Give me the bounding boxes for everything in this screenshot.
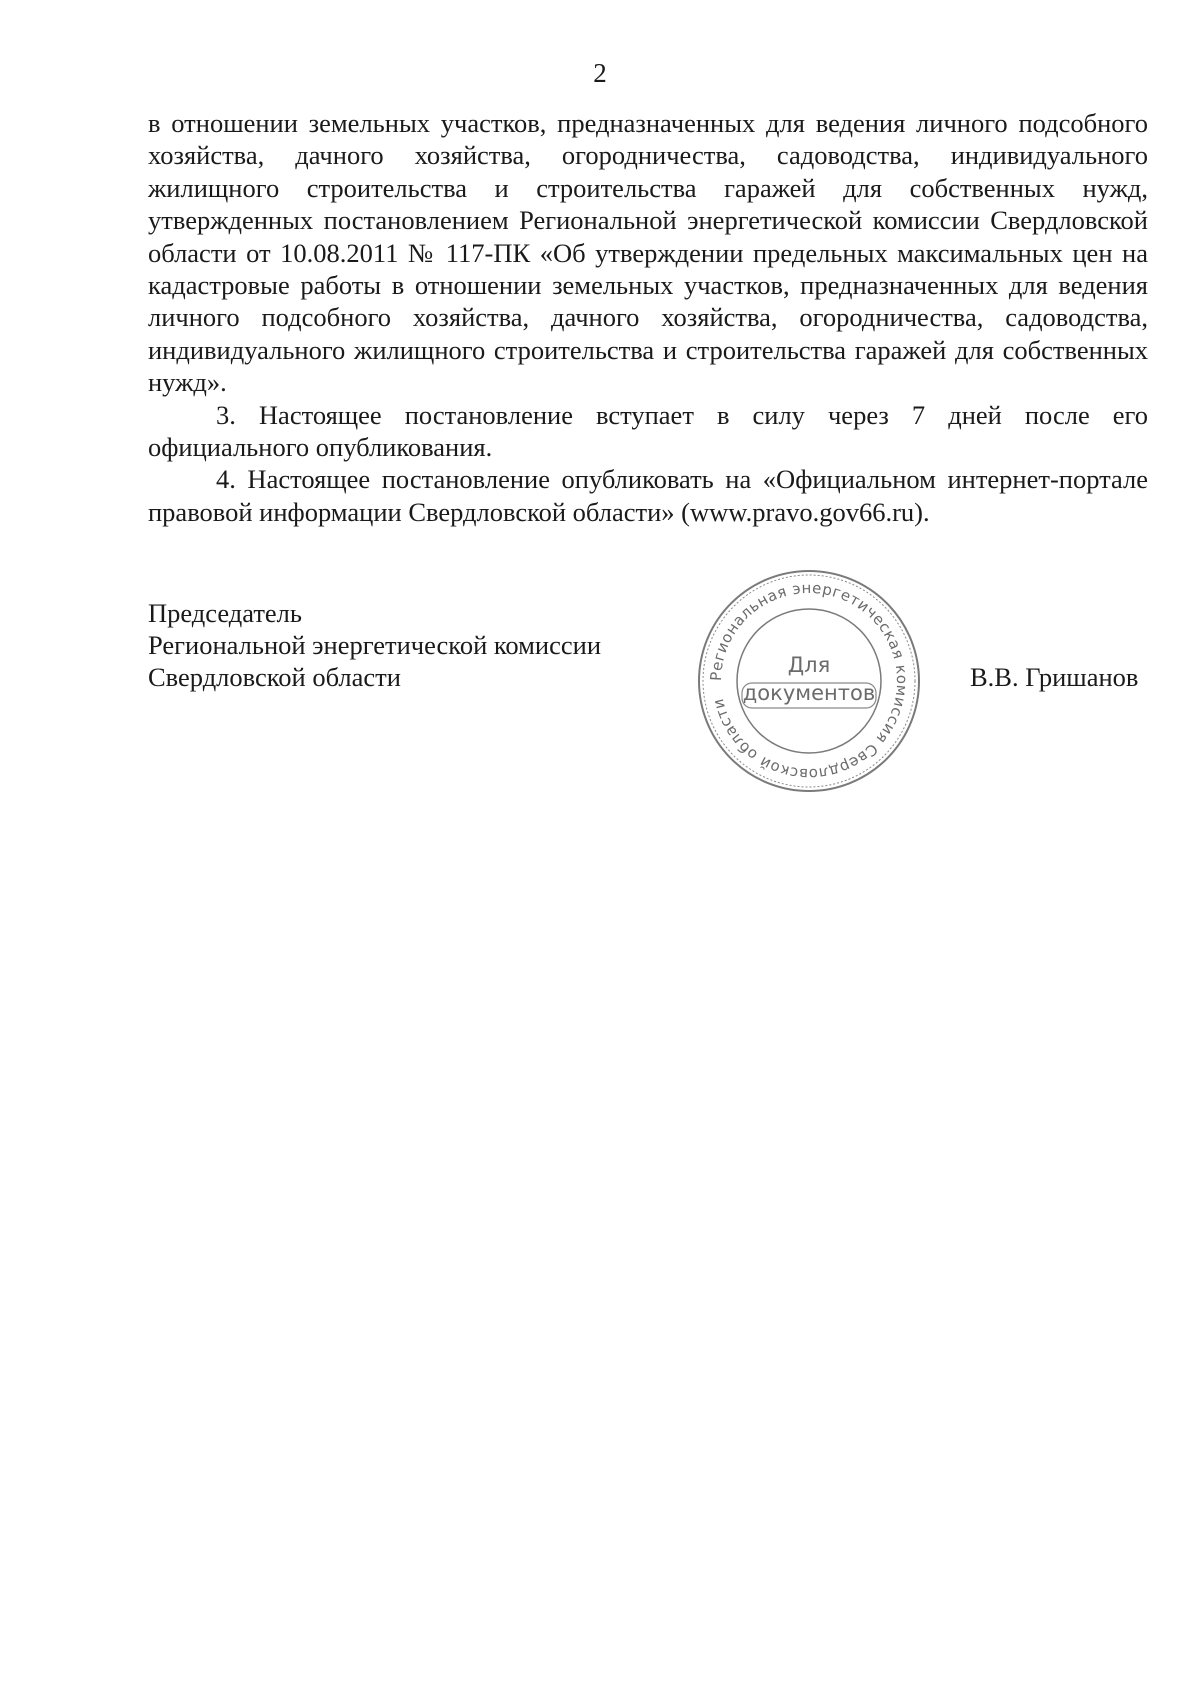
official-stamp	[694, 566, 924, 796]
stamp-outer-text: Региональная энергетическая комиссия Свердловской области	[706, 578, 912, 784]
paragraph-item-3: 3. Настоящее постановление вступает в силу через 7 дней после его официального опубликования.	[148, 399, 1148, 463]
signature-title-line-2: Региональной энергетической комиссии	[148, 630, 601, 660]
signature-title-line-1: Председатель	[148, 598, 302, 628]
stamp-center-line-1: Для	[787, 653, 831, 677]
stamp-seal-icon	[694, 566, 924, 796]
signer-name: В.В. Гришанов	[970, 662, 1139, 692]
document-body	[148, 107, 1148, 528]
page-number: 2	[593, 58, 607, 88]
stamp-center-line-2: документов	[742, 681, 876, 705]
paragraph-item-4: 4. Настоящее постановление опубликовать на «Официальном интернет-портале правовой информации Свердловской области» (www.pravo.gov66.ru).	[148, 464, 1148, 527]
paragraph-continuation: в отношении земельных участков, предназначенных для ведения личного подсобного хозяйства, дачного хозяйства, огородничества, садоводства, индивидуального жилищного строительства и строительства гаражей для собственных нужд, утвержденных постановлением Региональной энергетической комиссии Свердловской области от 10.08.2011 № 117-ПК «Об утверждении предельных максимальных цен на кадастровые работы в отношении земельных участков, предназначенных для ведения личного подсобного хозяйства, дачного хозяйства, огородничества, садоводства, индивидуального жилищного строительства и строительства гаражей для собственных нужд».	[148, 108, 1148, 398]
signature-title-line-3: Свердловской области	[148, 662, 401, 692]
signature-title-block	[148, 597, 601, 693]
